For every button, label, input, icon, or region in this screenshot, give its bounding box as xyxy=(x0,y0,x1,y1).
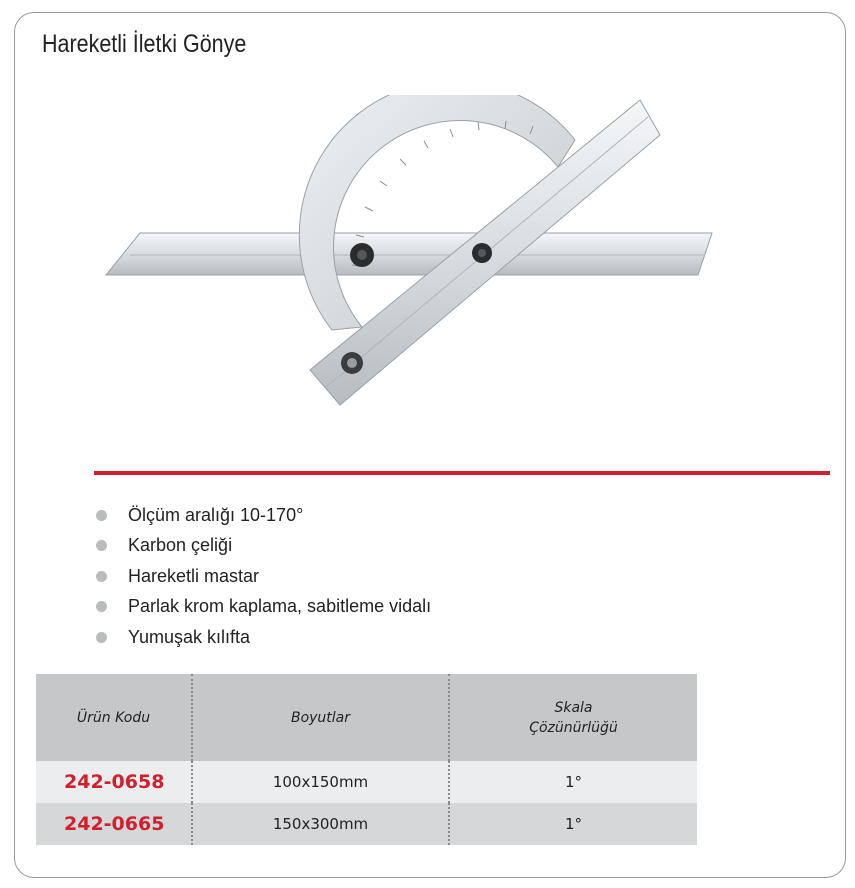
list-item: Hareketli mastar xyxy=(96,561,431,592)
feature-list xyxy=(96,500,431,653)
header-scale-resolution: Skala Çözünürlüğü xyxy=(449,674,697,761)
product-code: 242-0658 xyxy=(36,761,192,803)
table-row xyxy=(36,803,697,845)
protractor-image xyxy=(100,95,720,415)
bullet-icon xyxy=(96,571,107,582)
list-item: Ölçüm aralığı 10-170° xyxy=(96,500,431,531)
product-title: Hareketli İletki Gönye xyxy=(42,30,247,58)
header-dimensions: Boyutlar xyxy=(192,674,449,761)
list-item: Karbon çeliği xyxy=(96,531,431,562)
base-bar xyxy=(106,233,712,275)
spec-table xyxy=(36,674,697,845)
list-item: Yumuşak kılıfta xyxy=(96,622,431,653)
bullet-icon xyxy=(96,632,107,643)
list-item: Parlak krom kaplama, sabitleme vidalı xyxy=(96,592,431,623)
resolution-value: 1° xyxy=(449,761,697,803)
bullet-icon xyxy=(96,540,107,551)
header-product-code: Ürün Kodu xyxy=(36,674,192,761)
bullet-icon xyxy=(96,510,107,521)
resolution-value: 1° xyxy=(449,803,697,845)
bullet-icon xyxy=(96,601,107,612)
product-code: 242-0665 xyxy=(36,803,192,845)
table-row xyxy=(36,761,697,803)
dimensions-value: 100x150mm xyxy=(192,761,449,803)
dimensions-value: 150x300mm xyxy=(192,803,449,845)
table-header-row xyxy=(36,674,697,761)
divider-rule xyxy=(94,471,830,475)
